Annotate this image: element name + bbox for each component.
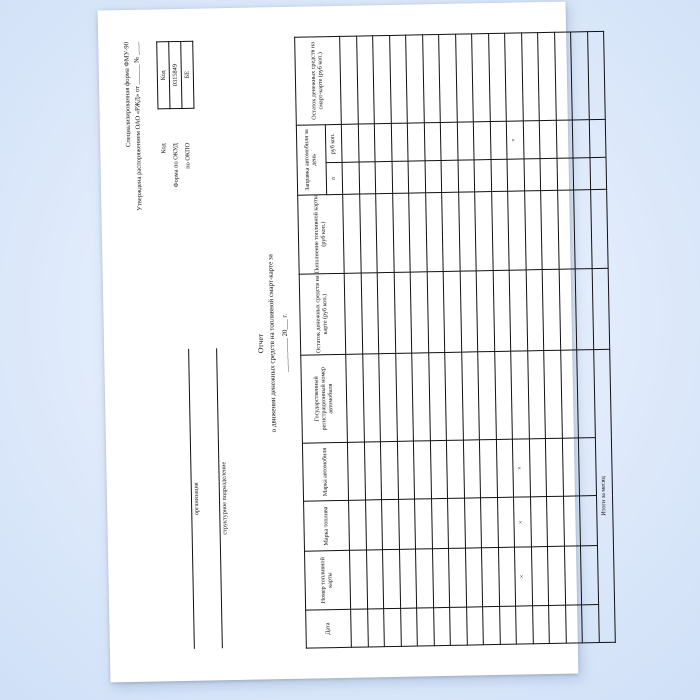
table-cell[interactable] xyxy=(377,272,395,353)
code-table xyxy=(156,41,194,110)
table-cell[interactable] xyxy=(559,269,577,350)
table-cell[interactable] xyxy=(430,440,448,499)
table-cell[interactable] xyxy=(358,124,375,163)
table-cell[interactable] xyxy=(582,604,599,643)
table-cell[interactable] xyxy=(472,34,490,122)
table-cell[interactable] xyxy=(397,441,415,500)
table-cell[interactable] xyxy=(557,158,574,190)
table-cell[interactable] xyxy=(343,194,361,273)
table-cell[interactable] xyxy=(356,36,374,124)
table-cell[interactable] xyxy=(455,34,473,122)
table-cell[interactable] xyxy=(529,438,547,497)
table-cell[interactable] xyxy=(346,354,364,442)
table-cell[interactable] xyxy=(532,605,549,644)
table-cell[interactable] xyxy=(433,607,450,646)
table-cell[interactable] xyxy=(539,120,556,159)
table-cell[interactable] xyxy=(428,352,446,440)
table-cell[interactable] xyxy=(545,438,563,497)
table-cell[interactable] xyxy=(473,122,490,161)
table-cell[interactable] xyxy=(384,608,401,647)
table-cell[interactable] xyxy=(572,120,589,159)
form-header xyxy=(122,42,146,272)
table-cell[interactable] xyxy=(413,441,431,500)
col-header-6: Пополнение топливной карты (руб коп.) xyxy=(298,194,345,274)
code-cell-okud: 0315849 xyxy=(169,41,182,108)
table-cell[interactable] xyxy=(412,353,430,441)
table-cell[interactable] xyxy=(375,162,392,194)
table-cell[interactable] xyxy=(516,606,533,645)
table-cell[interactable] xyxy=(578,437,596,496)
table-cell[interactable] xyxy=(415,549,433,608)
table-cell[interactable] xyxy=(379,353,397,441)
table-cell[interactable] xyxy=(521,33,539,121)
table-cell[interactable] xyxy=(359,162,376,194)
table-cell[interactable] xyxy=(432,548,450,607)
table-cell[interactable] xyxy=(556,120,573,159)
table-cell[interactable] xyxy=(450,607,467,646)
table-cell[interactable] xyxy=(491,191,509,270)
table-cell[interactable] xyxy=(431,499,448,549)
table-cell[interactable] xyxy=(497,498,514,548)
table-cell[interactable] xyxy=(448,548,466,607)
table-cell[interactable] xyxy=(425,161,442,193)
table-cell[interactable] xyxy=(542,269,560,350)
table-cell[interactable] xyxy=(458,160,475,192)
page-title: Отчет xyxy=(255,333,266,354)
table-cell[interactable] xyxy=(511,351,529,439)
col-header-8: Остаток денежных средств на смарт-карте (руб коп.) xyxy=(295,36,342,125)
table-cell[interactable] xyxy=(422,35,440,123)
table-cell[interactable] xyxy=(557,190,575,269)
table-cell[interactable] xyxy=(398,500,415,550)
table-cell[interactable] xyxy=(448,499,465,549)
table-cell[interactable] xyxy=(530,497,547,547)
col-header-7: Заправка автомобиля за день xyxy=(296,125,326,195)
table-cell[interactable] xyxy=(361,273,379,354)
table-cell[interactable] xyxy=(549,605,566,644)
table-cell[interactable] xyxy=(464,498,481,548)
table-cell[interactable] xyxy=(541,190,559,269)
organization-block xyxy=(176,348,238,649)
table-cell[interactable] xyxy=(580,546,598,605)
table-cell[interactable] xyxy=(391,123,408,162)
table-cell[interactable] xyxy=(575,268,593,349)
table-cell[interactable] xyxy=(342,162,359,194)
table-cell[interactable] xyxy=(494,351,512,439)
totals-cell[interactable] xyxy=(590,189,608,268)
document-page xyxy=(98,2,608,683)
table-cell[interactable] xyxy=(394,272,412,353)
table-cell[interactable]: × xyxy=(512,439,530,498)
col-subheader-7-1: руб коп. xyxy=(325,124,342,163)
table-cell[interactable] xyxy=(440,122,457,161)
table-cell[interactable] xyxy=(458,192,476,271)
table-cell[interactable] xyxy=(565,605,582,644)
code-label-okpo: по ОКПО xyxy=(184,142,192,169)
table-cell[interactable] xyxy=(479,439,497,498)
table-cell[interactable] xyxy=(547,497,564,547)
table-cell[interactable] xyxy=(373,35,391,123)
table-cell[interactable] xyxy=(493,270,511,351)
form-code-line: Специализированная форма ФМУ-90 xyxy=(123,41,133,148)
table-cell[interactable] xyxy=(563,496,580,546)
table-cell[interactable] xyxy=(407,123,424,162)
table-cell[interactable] xyxy=(577,350,595,438)
totals-cell[interactable] xyxy=(589,119,606,158)
table-cell[interactable] xyxy=(554,32,572,120)
table-cell[interactable] xyxy=(365,500,382,550)
table-cell[interactable] xyxy=(499,606,516,645)
table-cell[interactable] xyxy=(476,270,494,351)
table-cell[interactable] xyxy=(340,36,358,124)
table-cell[interactable] xyxy=(475,191,493,270)
table-cell[interactable] xyxy=(425,192,443,271)
table-cell[interactable] xyxy=(445,352,463,440)
table-cell[interactable] xyxy=(508,191,526,270)
table-cell[interactable] xyxy=(389,35,407,123)
table-cell[interactable] xyxy=(544,350,562,438)
period-date-line: __________ 20___ г. xyxy=(281,313,290,373)
table-cell[interactable] xyxy=(392,161,409,193)
table-cell[interactable] xyxy=(524,190,542,269)
table-cell[interactable] xyxy=(483,606,500,645)
table-cell[interactable] xyxy=(490,121,507,160)
table-cell[interactable] xyxy=(461,352,479,440)
table-cell[interactable] xyxy=(341,124,358,163)
code-cell-okpo: БЕ xyxy=(181,41,194,108)
table-cell[interactable] xyxy=(580,496,597,546)
table-cell[interactable] xyxy=(408,161,425,193)
table-cell[interactable] xyxy=(376,193,394,272)
table-cell[interactable] xyxy=(347,442,365,501)
code-label-okud: Форма по ОКУД xyxy=(172,143,181,188)
col-header-0: Дата xyxy=(306,609,352,648)
form-approval-line: Утверждена распоряжением ОАО «РЖД» от ______ № ____ xyxy=(132,41,143,211)
table-cell[interactable] xyxy=(564,546,582,605)
table-cell[interactable] xyxy=(349,500,366,550)
table-cell[interactable]: × xyxy=(506,121,523,160)
table-cell[interactable] xyxy=(465,548,483,607)
table-cell[interactable] xyxy=(406,35,424,123)
report-table xyxy=(294,31,616,649)
page-subtitle: о движении денежных средств на топливной смарт-карте за xyxy=(266,254,278,433)
table-cell[interactable] xyxy=(441,160,458,192)
table-cell[interactable]: × xyxy=(514,497,531,547)
col-header-4: Государственный регистрационный номер автомобиля xyxy=(301,354,348,443)
table-cell[interactable] xyxy=(359,194,377,273)
table-cell[interactable] xyxy=(571,32,589,120)
table-cell[interactable]: × xyxy=(514,547,532,606)
table-cell[interactable] xyxy=(410,272,428,353)
table-cell[interactable] xyxy=(560,350,578,438)
table-cell[interactable] xyxy=(382,549,400,608)
col-subheader-7-0: л xyxy=(326,163,343,195)
table-cell[interactable] xyxy=(507,159,524,191)
code-cell-header: Код xyxy=(157,42,170,109)
totals-cell[interactable] xyxy=(587,31,605,119)
table-cell[interactable] xyxy=(380,441,398,500)
table-cell[interactable] xyxy=(350,550,368,609)
form-sheet xyxy=(112,18,608,666)
col-header-2: Марка топлива xyxy=(304,501,350,551)
table-cell[interactable] xyxy=(523,121,540,160)
table-cell[interactable] xyxy=(574,190,592,269)
totals-label: Итоги за месяц xyxy=(593,349,615,642)
table-cell[interactable] xyxy=(524,159,541,191)
table-cell[interactable] xyxy=(439,34,457,122)
table-cell[interactable] xyxy=(538,32,556,120)
code-label-kod: Код xyxy=(160,143,168,154)
table-cell[interactable] xyxy=(509,270,527,351)
col-header-1: Номер топливной карты xyxy=(305,550,351,609)
table-cell[interactable] xyxy=(364,442,382,501)
table-cell[interactable] xyxy=(446,440,464,499)
table-cell[interactable] xyxy=(573,158,590,190)
table-cell[interactable] xyxy=(409,193,427,272)
table-cell[interactable] xyxy=(547,546,565,605)
table-cell[interactable] xyxy=(427,271,445,352)
table-cell[interactable] xyxy=(466,606,483,645)
table-cell[interactable] xyxy=(366,550,384,609)
totals-cell[interactable] xyxy=(592,268,610,349)
table-cell[interactable] xyxy=(496,439,514,498)
table-cell[interactable] xyxy=(351,609,368,648)
table-cell[interactable] xyxy=(399,549,417,608)
table-cell[interactable] xyxy=(460,271,478,352)
table-cell[interactable] xyxy=(457,122,474,161)
organization-caption: организация xyxy=(192,482,201,516)
col-header-5: Остаток денежных средств на карте (руб коп.) xyxy=(299,273,346,355)
table-cell[interactable] xyxy=(374,123,391,162)
table-cell[interactable] xyxy=(395,353,413,441)
table-cell[interactable] xyxy=(531,547,549,606)
table-cell[interactable] xyxy=(344,273,362,354)
table-cell[interactable] xyxy=(498,547,516,606)
table-cell[interactable] xyxy=(443,271,461,352)
table-cell[interactable] xyxy=(417,607,434,646)
table-cell[interactable] xyxy=(367,608,384,647)
table-cell[interactable] xyxy=(362,354,380,442)
table-cell[interactable] xyxy=(481,498,498,548)
table-cell[interactable] xyxy=(400,608,417,647)
table-cell[interactable] xyxy=(527,351,545,439)
table-cell[interactable] xyxy=(481,548,499,607)
totals-cell[interactable] xyxy=(590,158,607,190)
table-cell[interactable] xyxy=(478,351,496,439)
table-cell[interactable] xyxy=(488,33,506,121)
table-cell[interactable] xyxy=(491,160,508,192)
table-cell[interactable] xyxy=(562,438,580,497)
table-cell[interactable] xyxy=(382,500,399,550)
table-cell[interactable] xyxy=(474,160,491,192)
table-cell[interactable] xyxy=(526,269,544,350)
col-header-3: Марка автомобиля xyxy=(302,442,348,501)
table-cell[interactable] xyxy=(540,159,557,191)
table-cell[interactable] xyxy=(442,192,460,271)
table-cell[interactable] xyxy=(463,440,481,499)
table-cell[interactable] xyxy=(392,193,410,272)
unit-caption: структурное подразделение xyxy=(220,461,229,535)
table-cell[interactable] xyxy=(424,122,441,161)
table-cell[interactable] xyxy=(415,499,432,549)
table-cell[interactable] xyxy=(505,33,523,121)
